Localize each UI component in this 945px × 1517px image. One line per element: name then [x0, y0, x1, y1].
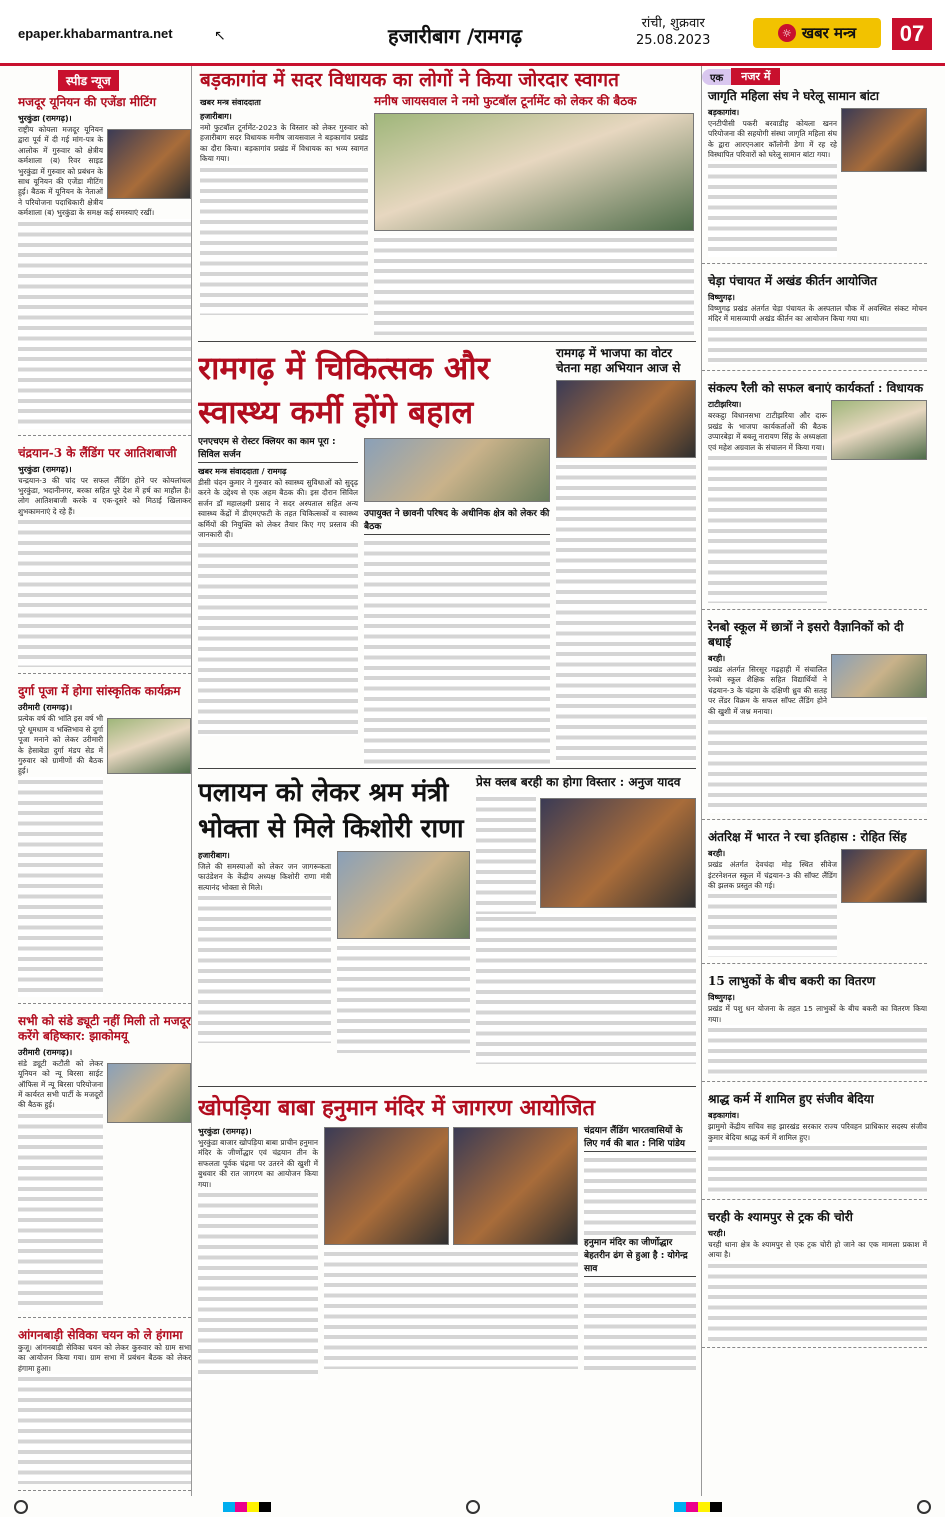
press-club-photo: [540, 798, 696, 908]
cantonment-headline[interactable]: उपायुक्त ने छावनी परिषद के अधीनिक क्षेत्र को लेकर की बैठक: [364, 506, 550, 535]
ek-label: एक: [702, 69, 731, 85]
story-body: प्रखंड अंतर्गत देवचंदा मोड़ स्थित सीवेज इंटरनेशनल स्कूल में चंद्रयान-3 की सॉफ्ट लैंडिंग की झलक प्रस्तुत की गई।: [708, 860, 837, 890]
color-bar: [223, 1502, 271, 1512]
bjp-text: [556, 462, 696, 762]
story-continued-text: [18, 517, 191, 667]
story-continued-text: [18, 1374, 191, 1484]
story-body: प्रखंड अंतर्गत सिरसूर गढ़हाही में संचालित रेनबो स्कूल शैक्षिक सहित विद्यार्थियों ने चंद्रयान-3 के चंद्रमा के दक्षिणी ध्रुव की सतह पर लेंडर विक्रम के सफल सॉफ्ट लैंडिंग होने की खुशी में जश्न मनाया।: [708, 665, 827, 716]
health-headline: रामगढ़ में चिकित्सक और स्वास्थ्य कर्मी होंगे बहाल: [198, 349, 490, 431]
middle-section: [198, 769, 696, 1087]
temple-story[interactable]: [198, 1087, 696, 1380]
news-item[interactable]: [18, 684, 191, 1003]
story-continued-text: [708, 324, 927, 364]
story-dateline: विष्णुगढ़।: [708, 993, 735, 1003]
lead-dateline: हजारीबाग।: [200, 112, 232, 121]
story-headline: चेड़ा पंचायत में अखंड कीर्तन आयोजित: [708, 273, 877, 288]
lead-body: नमो फुटबॉल टूर्नामेंट-2023 के विस्तार को लेकर गुरुवार को हजारीबाग सदर विधायक मनीष जायसवाल ने बड़कागांव प्रखंड का दौरा किया। बड़कागांव प्रखंड में विधायक का भव्य स्वागत किया गया।: [200, 123, 368, 164]
news-item[interactable]: [702, 381, 927, 610]
cantonment-text: [364, 538, 550, 768]
press-club-continued-text: [476, 914, 696, 1064]
press-club-text: [476, 794, 536, 914]
temple-body: भुरकुंडा बाजार खोपड़िया बाबा प्राचीन हनुमान मंदिर के जीर्णोद्धार एवं चंद्रयान तीन के सफलता पूर्वक चंद्रमा पर उतरने की खुशी में बुधवार की रात जागरण का आयोजन किया गया।: [198, 1138, 318, 1189]
story-headline: दुर्गा पूजा में होगा सांस्कृतिक कार्यक्रम: [18, 684, 181, 699]
brand-logo: [753, 18, 881, 48]
page-number: 07: [892, 18, 932, 50]
bjp-photo: [556, 380, 696, 458]
main-column: [198, 66, 696, 1496]
at-a-glance-tag: [702, 68, 927, 85]
temple-renovation-text: [584, 1280, 696, 1370]
temple-photo-stage: [453, 1127, 578, 1245]
health-byline: खबर मन्त्र संवाददाता / रामगढ़: [198, 467, 287, 476]
story-continued-text: [708, 717, 927, 813]
story-continued-text: [18, 219, 191, 429]
registration-mark-icon: [466, 1500, 480, 1514]
story-continued-text: [708, 1025, 927, 1075]
news-item[interactable]: [18, 446, 191, 675]
health-continued-text: [198, 540, 358, 736]
news-item[interactable]: [18, 95, 191, 436]
story-body: बरकट्ठा विधानसभा टाटीझरिया और दारू प्रखंड के भाजपा कार्यकर्ताओं की बैठक उप्पारबेड़ा में बबलू नारायण सिंह के अध्यक्षता एवं महेश अग्रवाल के संचालन में किया गया।: [708, 411, 827, 452]
news-item[interactable]: [702, 1210, 927, 1348]
temple-photo-singer: [324, 1127, 449, 1245]
news-item[interactable]: [702, 830, 927, 964]
chandrayaan-headline[interactable]: चंद्रयान लैंडिंग भारतवासियों के लिए गर्व की बात : निशि पांडेय: [584, 1123, 696, 1152]
news-item[interactable]: [702, 974, 927, 1082]
story-body: संडे ड्यूटी कटौती को लेकर यूनियन को न्यू बिरसा साईट ऑफिस में न्यू बिरसा परियोजना में कार्यरत सभी पार्टी के मजदूरों की बैठक हुई।: [18, 1058, 103, 1110]
brand-icon: ☼: [778, 24, 796, 42]
story-dateline: चरही।: [708, 1228, 726, 1238]
story-dateline: उरीमारी (रामगढ़)।: [18, 703, 73, 713]
story-dateline: उरीमारी (रामगढ़)।: [18, 1047, 73, 1057]
migration-continued-text: [198, 893, 331, 1043]
lead-story[interactable]: [198, 66, 696, 342]
story-body: राष्ट्रीय कोयला मजदूर यूनियन द्वारा पूर्व में दी गई मांग-पत्र के आलोक में गुरुवार को क्षेत्रीय कर्मशाला (ब) रिवर साइड भुरकुंडा में गुरुवार को प्रबंधन के साथ यूनियन की एजेंडा मीटिंग हुई। बैठक में यूनियन के नेताओं ने परियोजना पदाधिकारी क्षेत्रीय कर्मशाला (ब) भुरकुंडा के समक्ष कई समस्याएं रखीं।: [18, 125, 155, 218]
story-dateline: बड़कागांव।: [708, 108, 740, 117]
story-photo: [831, 654, 927, 698]
story-headline: रेनबो स्कूल में छात्रों ने इसरो वैज्ञानिकों को दी बधाई: [708, 620, 904, 650]
news-item[interactable]: [18, 1014, 191, 1318]
story-continued-text: [708, 453, 827, 603]
speed-news-tag: स्पीड न्यूज: [58, 70, 119, 91]
story-continued-text: [708, 891, 837, 957]
story-headline: आंगनबाड़ी सेविका चयन को ले हंगामा: [18, 1327, 183, 1342]
story-headline: 15 लाभुकों के बीच बकरी का वितरण: [708, 974, 876, 989]
lead-photo: [374, 113, 694, 231]
story-continued-text: [708, 1261, 927, 1341]
health-photo: [364, 438, 550, 502]
lead-continued-text: [200, 165, 368, 315]
story-dateline: भुरकुंडा (रामगढ़)।: [18, 114, 72, 123]
story-dateline: विष्णुगढ़।: [708, 292, 735, 302]
story-photo: [831, 400, 927, 460]
story-dateline: बड़कागांव।: [708, 1111, 740, 1121]
story-headline: श्राद्ध कर्म में शामिल हुए संजीव बेदिया: [708, 1092, 874, 1107]
temple-continued-text: [198, 1190, 318, 1380]
migration-story[interactable]: [198, 775, 470, 1086]
migration-photo: [337, 851, 470, 939]
health-section: [198, 342, 696, 769]
issue-date: 25.08.2023: [636, 33, 711, 48]
temple-dateline: भुरकुंडा (रामगढ़)।: [198, 1127, 252, 1136]
print-registration-marks: [0, 1496, 945, 1517]
left-column: [18, 66, 192, 1496]
lead-headline: बड़कागांव में सदर विधायक का लोगों ने किया जोरदार स्वागत: [200, 69, 619, 91]
story-body: झामुमो केंद्रीय सचिव सह झारखंड सरकार राज्य परिवहन प्राधिकार सदस्य संजीव कुमार बेदिया श्राद्ध कर्म में शामिल हुए।: [708, 1122, 927, 1142]
story-body: कुजू। आंगनबाड़ी सेविका चयन को लेकर कुरुवार को ग्राम सभा का आयोजन किया गया। ग्राम सभा में प्रबंधन बैठक को लेकर हंगामा हुआ।: [18, 1342, 191, 1373]
story-dateline: बरही।: [708, 654, 726, 664]
story-body: विष्णुगढ़ प्रखंड अंतर्गत चेड़ा पंचायत के अस्पताल चौक में अवस्थित संकट मोचन मंदिर में मासव्यापी अखंड कीर्तन का आयोजन किया गया था।: [708, 303, 927, 324]
chandrayaan-text: [584, 1155, 696, 1235]
color-bar: [674, 1502, 722, 1512]
lead-subhead: मनीष जायसवाल ने नमो फुटबॉल टूर्नामेंट को लेकर की बैठक: [374, 94, 637, 108]
story-continued-text: [708, 161, 837, 257]
story-body: प्रखंड में पशु धन योजना के तहत 15 लाभुकों के बीच बकरी का वितरण किया गया।: [708, 1004, 927, 1024]
migration-dateline: हजारीबाग।: [198, 851, 230, 860]
temple-renovation-headline[interactable]: हनुमान मंदिर का जीर्णोद्धार बेहतरीन ढंग से हुआ है : योगेन्द्र साव: [584, 1235, 696, 1277]
story-body: एनटीपीसी पकरी बरवाडीह कोयला खनन परियोजना की सहयोगी संस्था जागृति महिला संघ के द्वारा आरएनआर कॉलोनी डेगा में रह रहे विस्थापित परिवारों को घरेलू सामान बांटा गया।: [708, 119, 837, 160]
registration-mark-icon: [14, 1500, 28, 1514]
nazar-label: नजर में: [731, 68, 780, 85]
edition-title: हजारीबाग /रामगढ़: [388, 24, 522, 48]
bjp-headline: रामगढ़ में भाजपा का वोटर चेतना महा अभियान आज से: [556, 346, 681, 375]
pointer-icon: ↖: [214, 28, 226, 44]
story-photo: [107, 718, 191, 774]
news-item[interactable]: [702, 274, 927, 372]
brand-name: खबर मन्त्र: [801, 24, 857, 42]
story-headline: मजदूर यूनियन की एजेंडा मीटिंग: [18, 95, 157, 109]
press-club-headline: प्रेस क्लब बरही का होगा विस्तार : अनुज यादव: [476, 775, 681, 789]
story-photo: [841, 849, 927, 903]
news-item[interactable]: [702, 620, 927, 820]
lead-byline: खबर मन्त्र संवाददाता: [200, 98, 261, 107]
story-photo: [841, 108, 927, 172]
story-continued-text: [18, 777, 103, 997]
bjp-story[interactable]: [556, 346, 696, 768]
migration-headline: पलायन को लेकर श्रम मंत्री भोक्ता से मिले किशोरी राणा: [198, 778, 464, 844]
city-day: रांची, शुक्रवार: [641, 16, 705, 31]
story-headline: अंतरिक्ष में भारत ने रचा इतिहास : रोहित सिंह: [708, 830, 907, 845]
news-item[interactable]: [18, 1328, 191, 1491]
story-dateline: भुरकुंडा (रामगढ़)।: [18, 464, 72, 474]
news-item[interactable]: [702, 1092, 927, 1200]
temple-headline: खोपड़िया बाबा हनुमान मंदिर में जागरण आयोजित: [198, 1095, 596, 1121]
health-kicker: एनएचएम से रोस्टर क्लियर का काम पूरा : सिविल सर्जन: [198, 434, 358, 463]
lead-photo-text: [374, 235, 694, 335]
story-headline: चरही के श्यामपुर से ट्रक की चोरी: [708, 1209, 853, 1224]
story-headline: जागृति महिला संघ ने घरेलू सामान बांटा: [708, 89, 879, 103]
site-url[interactable]: epaper.khabarmantra.net: [18, 26, 173, 41]
story-headline: संकल्प रैली को सफल बनाएं कार्यकर्ता : विधायक: [708, 381, 924, 396]
health-body: डीसी चंदन कुमार ने गुरुवार को स्वास्थ्य सुविधाओं को सुदृढ़ करने के उद्देश्य से एक अहम बैठक की। इस दौरान सिविल सर्जन डॉ महालक्ष्मी प्रसाद ने सदर अस्पताल सहित अन्य स्वास्थ्य केंद्रों में डीएमएफटी के तहत चिकित्सकों व स्वास्थ्य कर्मियों की नियुक्ति को लेकर तैयार किए गए प्रस्ताव की जानकारी दी।: [198, 478, 358, 540]
temple-photo-text: [324, 1249, 578, 1369]
news-item[interactable]: [702, 89, 927, 264]
story-headline: चंद्रयान-3 के लैंडिंग पर आतिशबाजी: [18, 445, 177, 460]
registration-mark-icon: [917, 1500, 931, 1514]
story-photo: [107, 129, 191, 199]
story-dateline: टाटीझरिया।: [708, 400, 742, 410]
story-headline: सभी को संडे ड्यूटी नहीं मिली तो मजदूर करेंगे बहिष्कार: झाकोमयू: [18, 1013, 191, 1043]
migration-body: जिले की समस्याओं को लेकर जन जागरूकता फाउंडेशन के केंद्रीय अध्यक्ष किशोरी राणा मंत्री सत्यानंद भोक्ता से मिले।: [198, 862, 331, 892]
story-body: प्रत्येक वर्ष की भांति इस वर्ष भी पूरे धूमधाम व भक्तिभाव से दुर्गा पूजा मनाने को लेकर उरीमारी के हेसाबेडा दुर्गा मंडप सेड में गुरुवार को ग्रामीणों की बैठक हुई।: [18, 714, 103, 776]
story-continued-text: [18, 1111, 103, 1311]
right-column: [701, 66, 927, 1496]
health-story[interactable]: [198, 346, 550, 768]
press-club-story[interactable]: [476, 775, 696, 1086]
story-body: चन्द्रयान-3 की चांद पर सफल लैंडिंग होने पर कोयलांचल भुरकुंडा, भदानीनगर, बरका सहित पूरे देश में हर्ष का माहौल है। लोग आतिशबाजी करके व एक-दूसरे को मिठाई खिलाकर शुभकामनाएं दे रहे हैं।: [18, 475, 191, 516]
story-dateline: बरही।: [708, 849, 726, 859]
story-continued-text: [708, 1143, 927, 1193]
masthead: [0, 0, 945, 66]
story-body: चरही थाना क्षेत्र के श्यामपुर से एक ट्रक चोरी हो जाने का एक मामला प्रकाश में आया है।: [708, 1239, 927, 1260]
dateline-box: [636, 15, 710, 49]
story-photo: [107, 1063, 191, 1123]
migration-photo-text: [337, 943, 470, 1053]
